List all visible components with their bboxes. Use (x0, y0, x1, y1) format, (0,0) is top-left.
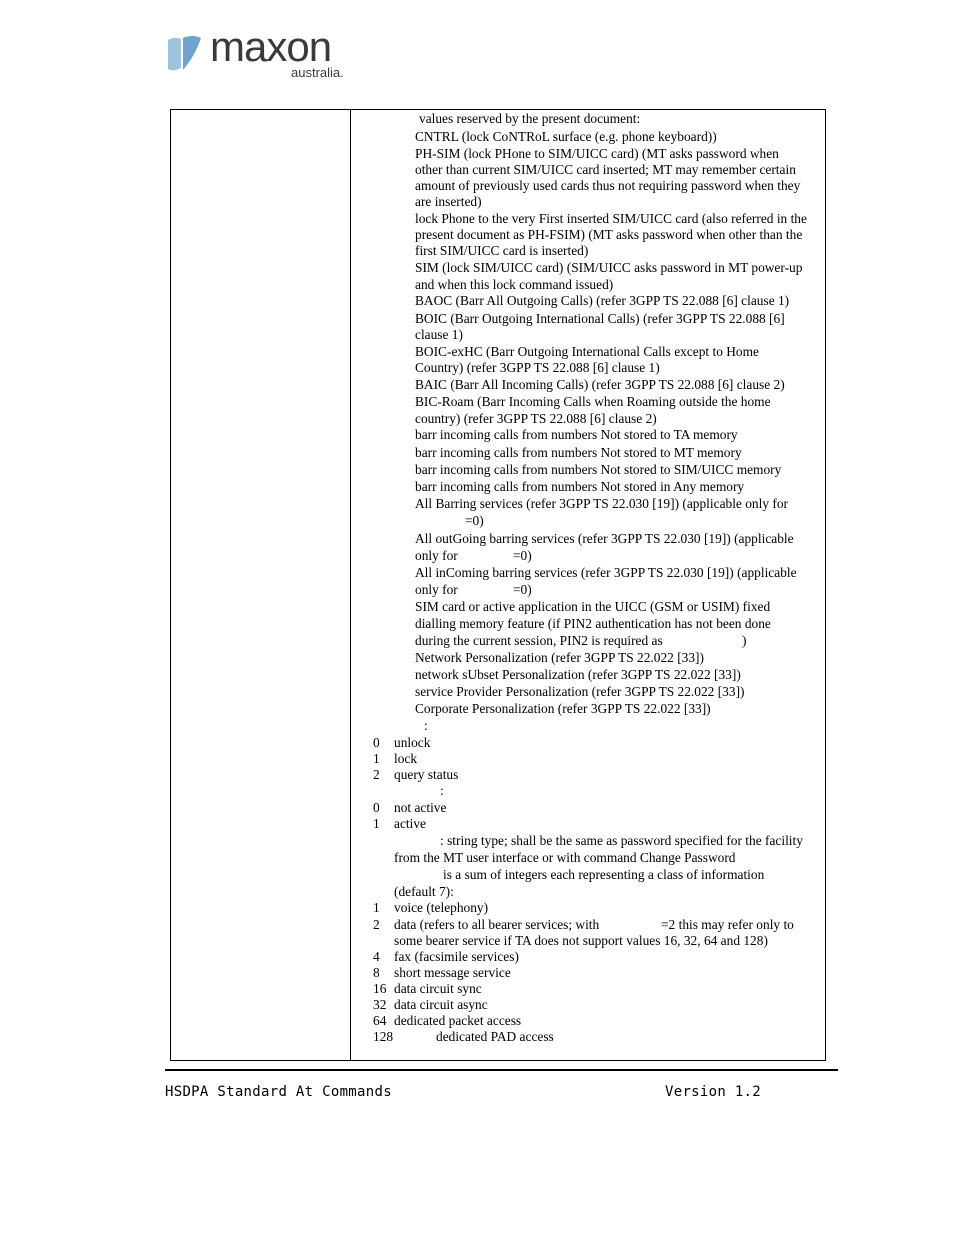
facility-phsim: amount of previously used cards thus not requiring password when they (415, 178, 801, 193)
facility-pu: network sUbset Personalization (refer 3GPP TS 22.022 [33]) (415, 667, 741, 682)
logo-subtitle: australia. (291, 65, 344, 80)
facility-sim: SIM (lock SIM/UICC card) (SIM/UICC asks password in MT power-up (415, 260, 803, 275)
facility-ns: barr incoming calls from numbers Not stored to SIM/UICC memory (415, 462, 782, 477)
facility-intro: values reserved by the present document: (419, 111, 641, 126)
class-item-text: data circuit async (394, 997, 488, 1012)
mode-colon: : (424, 718, 428, 733)
status-item-text: not active (394, 800, 447, 815)
class-item-num: 64 (373, 1013, 387, 1028)
passwd-description: from the MT user interface or with command Change Password (394, 850, 736, 865)
class-item-num: 1 (373, 900, 380, 915)
facility-na: barr incoming calls from numbers Not stored in Any memory (415, 479, 745, 494)
class-item-num: 16 (373, 981, 387, 996)
class-item-num: 2 (373, 917, 380, 932)
facility-fd: SIM card or active application in the UICC (GSM or USIM) fixed (415, 599, 771, 614)
mode-item-num: 1 (373, 751, 380, 766)
mode-item-text: query status (394, 767, 459, 782)
status-item-num: 1 (373, 816, 380, 831)
mode-item-text: unlock (394, 735, 431, 750)
facility-bic-roam: country) (refer 3GPP TS 22.088 [6] clause 2) (415, 411, 657, 426)
facility-ac: All inComing barring services (refer 3GPP TS 22.030 [19]) (applicable (415, 565, 797, 580)
mode-item-num: 2 (373, 767, 380, 782)
facility-phsim: PH-SIM (lock PHone to SIM/UICC card) (MT asks password when (415, 146, 779, 161)
facility-pp: service Provider Personalization (refer 3GPP TS 22.022 [33]) (415, 684, 745, 699)
facility-ac: only for (415, 582, 458, 597)
class-item-text: some bearer service if TA does not support values 16, 32, 64 and 128) (394, 933, 768, 948)
facility-ag: only for (415, 548, 458, 563)
class-item-text: short message service (394, 965, 511, 980)
class-item-num: 8 (373, 965, 380, 980)
footer-rule (165, 1069, 838, 1071)
class-item-text: =2 this may refer only to (661, 917, 794, 932)
footer-version: Version 1.2 (665, 1084, 762, 1100)
facility-pn: Network Personalization (refer 3GPP TS 22.022 [33]) (415, 650, 704, 665)
facility-sim: and when this lock command issued) (415, 277, 614, 292)
class-description: (default 7): (394, 884, 454, 899)
class-item-text: dedicated packet access (394, 1013, 522, 1028)
class-item-num: 32 (373, 997, 387, 1012)
class-item-text: data (refers to all bearer services; with (394, 917, 600, 932)
facility-boic-exhc: Country) (refer 3GPP TS 22.088 [6] clause 1) (415, 360, 660, 375)
status-colon: : (440, 783, 444, 798)
maxon-logo-mark-icon (165, 34, 205, 74)
facility-fd: ) (742, 633, 747, 648)
class-item-text: voice (telephony) (394, 900, 489, 915)
class-item-num: 128 (373, 1029, 394, 1044)
facility-ag: All outGoing barring services (refer 3GPP TS 22.030 [19]) (applicable (415, 531, 794, 546)
facility-bic-roam: BIC-Roam (Barr Incoming Calls when Roaming outside the home (415, 394, 771, 409)
facility-phfsim: lock Phone to the very First inserted SIM/UICC card (also referred in the (415, 211, 807, 226)
passwd-description: : string type; shall be the same as password specified for the facility (440, 833, 803, 848)
facility-phsim: other than current SIM/UICC card inserted; MT may remember certain (415, 162, 796, 177)
facility-nt: barr incoming calls from numbers Not stored to TA memory (415, 427, 738, 442)
facility-baic: BAIC (Barr All Incoming Calls) (refer 3GPP TS 22.088 [6] clause 2) (415, 377, 785, 392)
facility-phfsim: present document as PH-FSIM) (MT asks password when other than the (415, 227, 803, 242)
facility-fd: dialling memory feature (if PIN2 authentication has not been done (415, 616, 771, 631)
class-item-text: data circuit sync (394, 981, 482, 996)
logo-wordmark: maxon (210, 23, 332, 70)
maxon-logo (165, 23, 365, 84)
facility-boic-exhc: BOIC-exHC (Barr Outgoing International Calls except to Home (415, 344, 759, 359)
class-description: is a sum of integers each representing a class of information (443, 867, 765, 882)
status-item-text: active (394, 816, 426, 831)
status-item-num: 0 (373, 800, 380, 815)
facility-ab: All Barring services (refer 3GPP TS 22.030 [19]) (applicable only for (415, 496, 788, 511)
facility-boic: BOIC (Barr Outgoing International Calls) (refer 3GPP TS 22.088 [6] (415, 311, 785, 326)
class-item-text: fax (facsimile services) (394, 949, 519, 964)
class-item-text: dedicated PAD access (436, 1029, 554, 1044)
mode-item-text: lock (394, 751, 418, 766)
facility-cntrl: CNTRL (lock CoNTRoL surface (e.g. phone keyboard)) (415, 129, 717, 144)
facility-phsim: are inserted) (415, 194, 482, 209)
facility-pc: Corporate Personalization (refer 3GPP TS 22.022 [33]) (415, 701, 711, 716)
column-divider (350, 110, 351, 1060)
facility-nm: barr incoming calls from numbers Not stored to MT memory (415, 445, 742, 460)
facility-fd: during the current session, PIN2 is required as (415, 633, 663, 648)
facility-ab: =0) (465, 513, 484, 528)
facility-baoc: BAOC (Barr All Outgoing Calls) (refer 3GPP TS 22.088 [6] clause 1) (415, 293, 790, 308)
footer-document-title: HSDPA Standard At Commands (165, 1084, 392, 1100)
facility-ac: =0) (513, 582, 532, 597)
mode-item-num: 0 (373, 735, 380, 750)
facility-phfsim: first SIM/UICC card is inserted) (415, 243, 589, 258)
facility-boic: clause 1) (415, 327, 463, 342)
facility-ag: =0) (513, 548, 532, 563)
class-item-num: 4 (373, 949, 380, 964)
